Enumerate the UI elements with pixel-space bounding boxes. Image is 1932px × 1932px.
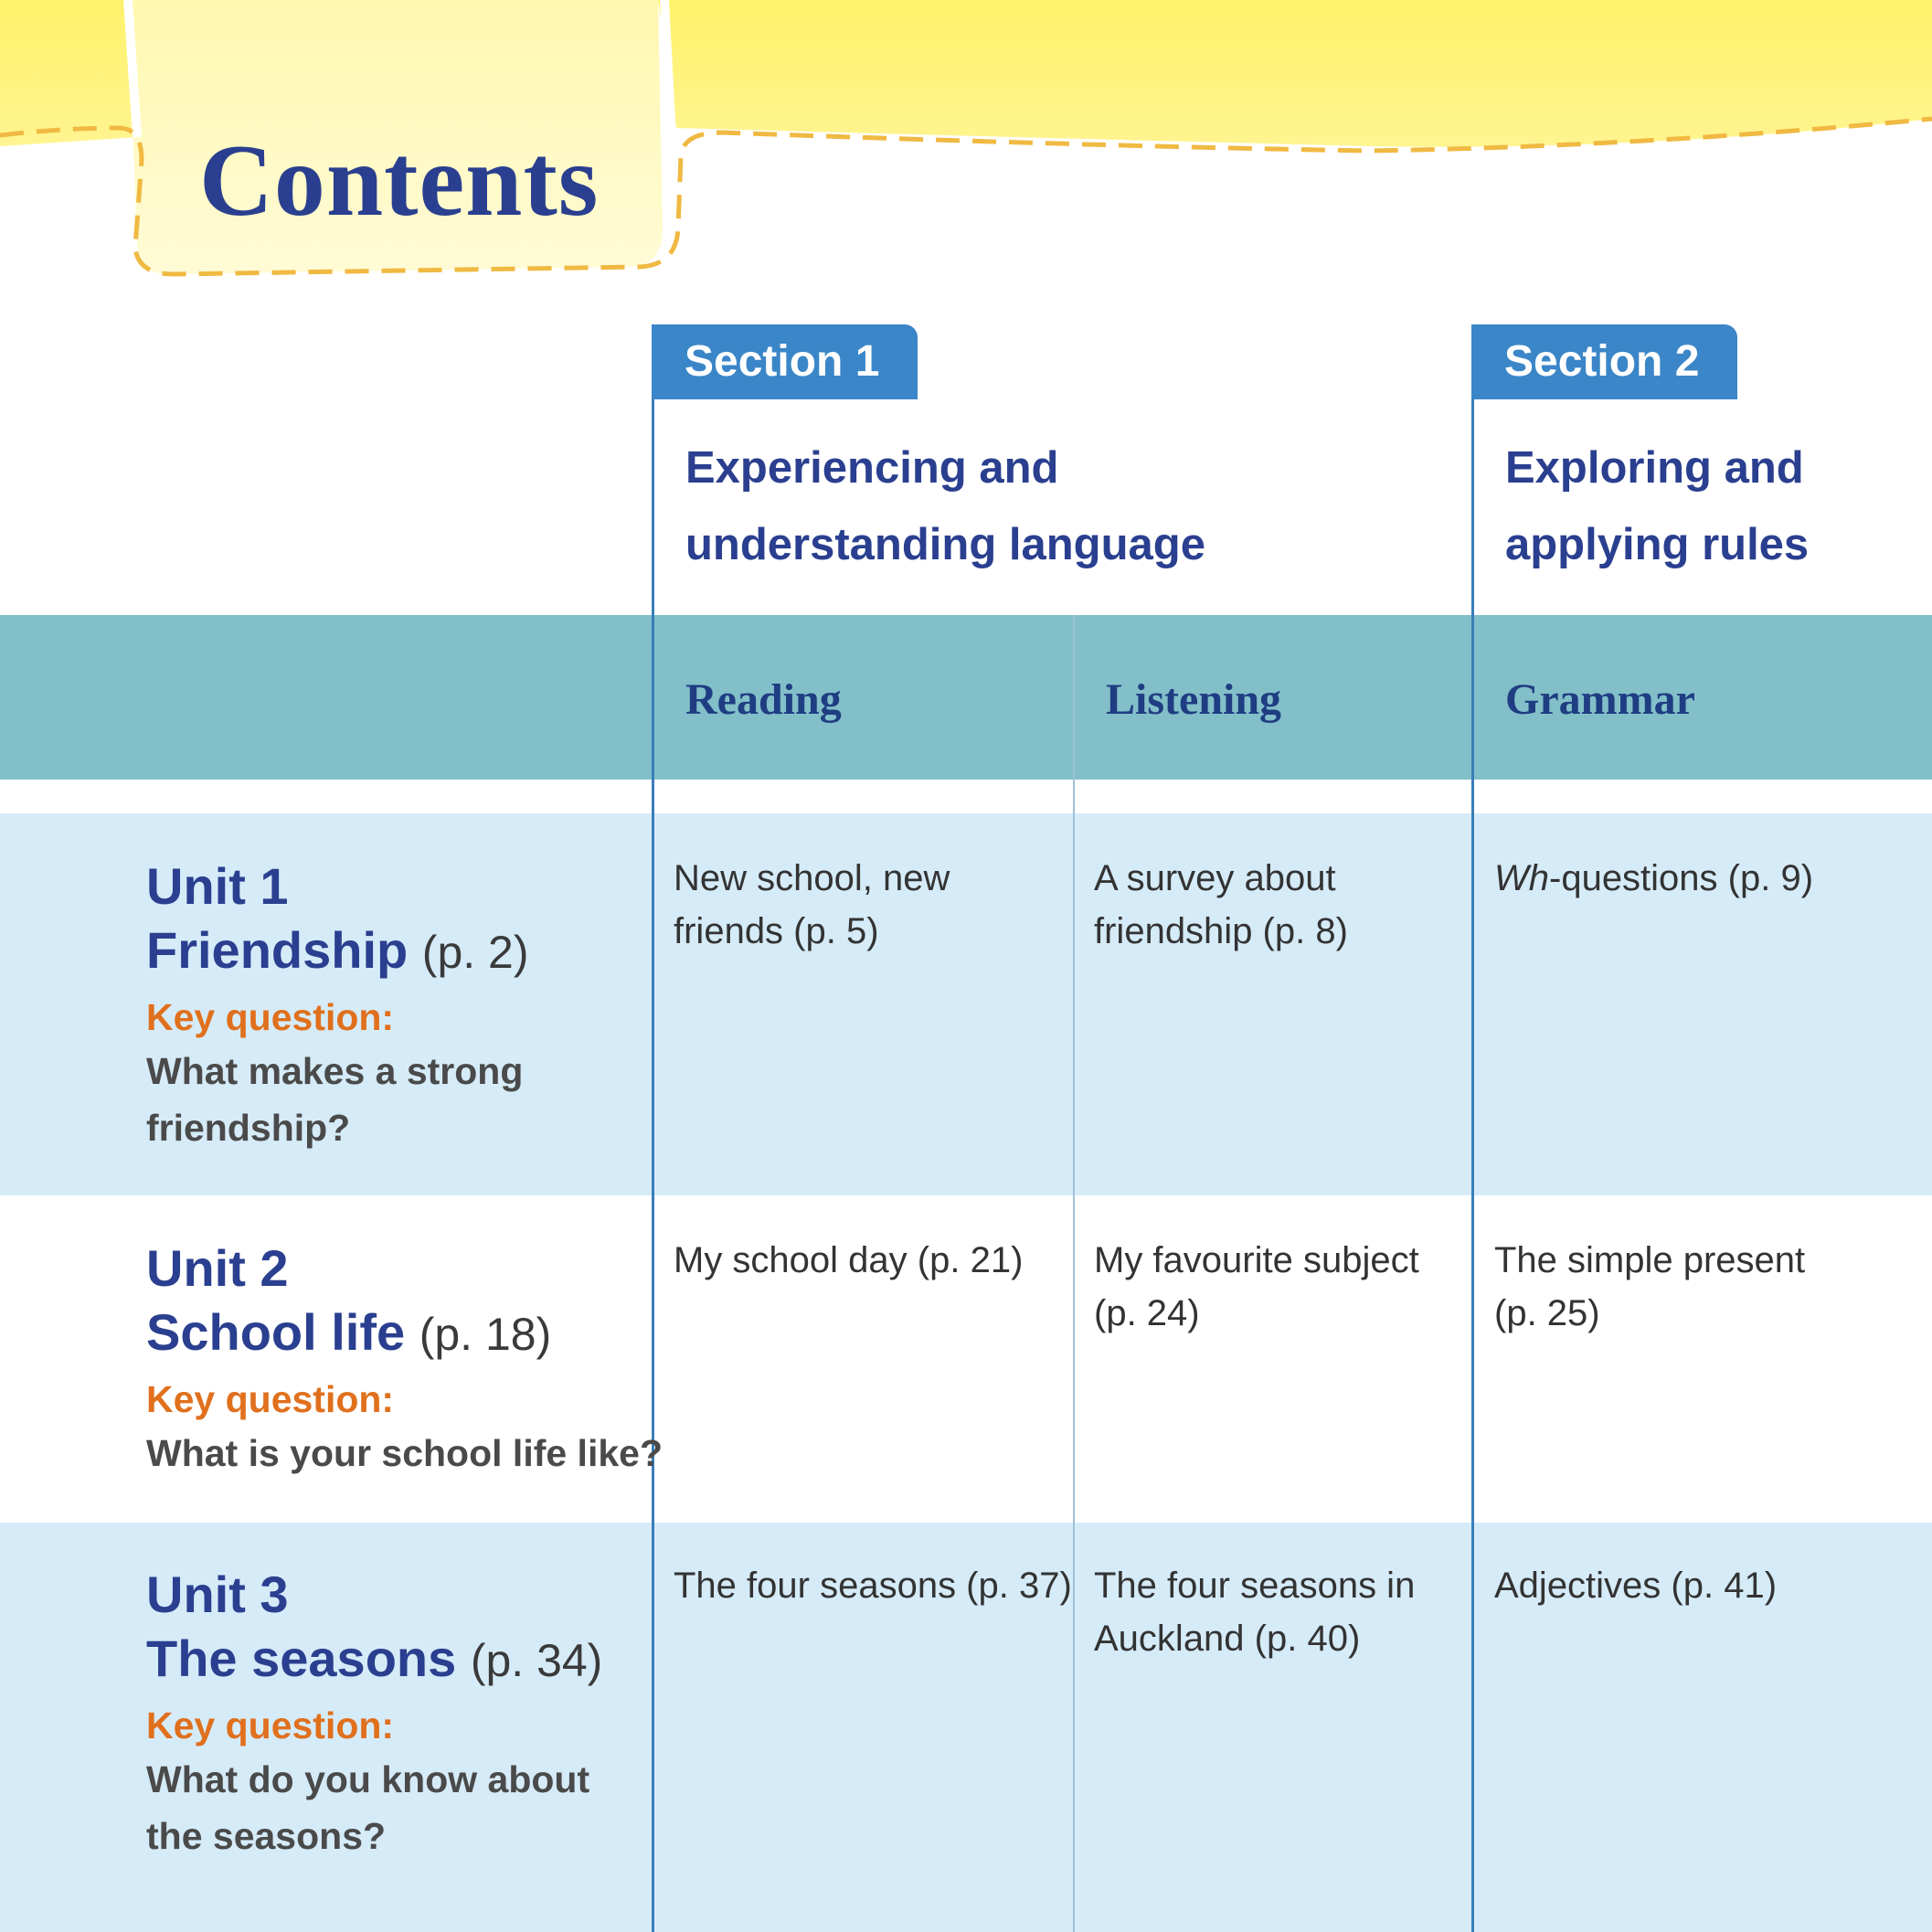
key-question-label: Key question: — [146, 1378, 395, 1420]
unit-number: Unit 2 — [146, 1239, 289, 1297]
unit-1-info — [146, 855, 529, 1156]
divider-reading-listening — [1073, 615, 1075, 1932]
unit-page: (p. 34) — [470, 1635, 603, 1686]
unit-name-line — [146, 1627, 602, 1693]
column-heading-reading: Reading — [685, 675, 842, 724]
unit-2-reading — [674, 1234, 1023, 1287]
page-title: Contents — [199, 124, 600, 238]
unit-1-listening — [1094, 852, 1348, 958]
grammar-italic-part: Wh — [1494, 858, 1549, 898]
cell-line: Adjectives (p. 41) — [1494, 1566, 1778, 1606]
section-2-desc-line-1: Exploring and — [1505, 443, 1804, 493]
unit-3-info — [146, 1563, 602, 1864]
divider-section-1 — [652, 324, 654, 1932]
cell-line: The four seasons (p. 37) — [674, 1566, 1072, 1606]
cell-line: friendship (p. 8) — [1094, 911, 1348, 951]
cell-line: The simple present — [1494, 1240, 1806, 1280]
cell-line: The four seasons in — [1094, 1566, 1416, 1606]
unit-number: Unit 1 — [146, 857, 289, 915]
section-2-desc-line-2: applying rules — [1505, 520, 1810, 569]
cell-line: (p. 24) — [1094, 1293, 1200, 1333]
unit-3-listening — [1094, 1559, 1415, 1665]
cell-line: My favourite subject — [1094, 1240, 1419, 1280]
unit-name-line — [146, 918, 529, 984]
cell-line: Auckland (p. 40) — [1094, 1619, 1361, 1659]
key-question-line-1: What do you know about — [146, 1758, 590, 1800]
cell-line — [1494, 852, 1813, 905]
unit-name-line — [146, 1300, 663, 1366]
unit-2-info — [146, 1237, 663, 1481]
unit-page: (p. 2) — [421, 927, 529, 978]
unit-page: (p. 18) — [419, 1309, 552, 1360]
unit-3-reading — [674, 1559, 1072, 1612]
unit-2-listening — [1094, 1234, 1419, 1340]
column-heading-grammar: Grammar — [1505, 675, 1695, 724]
column-heading-listening: Listening — [1106, 675, 1282, 724]
unit-1-reading — [674, 852, 950, 958]
cell-line: friends (p. 5) — [674, 911, 879, 951]
key-question-line-1: What is your school life like? — [146, 1432, 663, 1474]
divider-section-2 — [1471, 324, 1474, 1932]
section-1-tab: Section 1 — [652, 324, 918, 399]
key-question-label: Key question: — [146, 1704, 395, 1746]
key-question-line-1: What makes a strong — [146, 1050, 524, 1092]
unit-1-grammar — [1494, 852, 1813, 905]
unit-name: School life — [146, 1303, 406, 1361]
unit-2-grammar — [1494, 1234, 1805, 1340]
unit-name: Friendship — [146, 921, 409, 979]
unit-name: The seasons — [146, 1629, 457, 1687]
cell-line: (p. 25) — [1494, 1293, 1600, 1333]
section-1-description — [685, 430, 1205, 583]
cell-line: New school, new — [674, 858, 950, 898]
key-question-line-2: friendship? — [146, 1107, 351, 1149]
section-2-description — [1505, 430, 1809, 583]
cell-line: My school day (p. 21) — [674, 1240, 1024, 1280]
section-1-desc-line-1: Experiencing and — [685, 443, 1059, 493]
unit-number: Unit 3 — [146, 1566, 289, 1623]
cell-line: A survey about — [1094, 858, 1336, 898]
section-2-tab: Section 2 — [1471, 324, 1737, 399]
section-1-desc-line-2: understanding language — [685, 520, 1205, 569]
key-question-line-2: the seasons? — [146, 1815, 387, 1857]
grammar-text: -questions (p. 9) — [1549, 858, 1814, 898]
key-question-label: Key question: — [146, 996, 395, 1038]
unit-3-grammar — [1494, 1559, 1777, 1612]
